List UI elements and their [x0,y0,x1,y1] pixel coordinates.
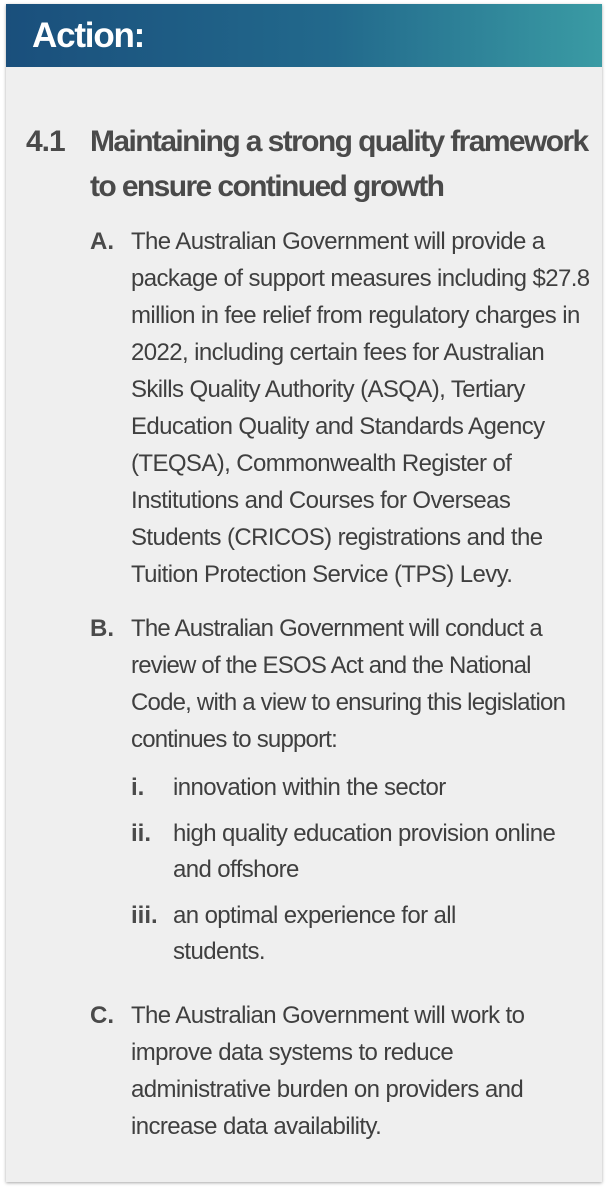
sub-item-text: innovation within the sector [173,774,446,801]
header-title: Action: [32,15,145,55]
sub-item-iii [131,898,591,970]
sub-item-text: an optimal experience for all students. [173,902,456,965]
sub-item-number: ii. [131,820,152,847]
section-title: Maintaining a strong quality framework to ensure continued growth [90,125,588,203]
sub-item-i [131,770,591,806]
item-letter: B. [90,615,114,642]
item-letter: C. [90,1002,114,1029]
section-heading [26,119,602,209]
item-text: The Australian Government will provide a package of support measures including $27.8 million in fee relief from regulatory charges in 2022, including certain fees for Australian Skills Quality Authority (ASQA), Tertiary Education Quality and Standards Agency (TEQSA), Commonwealth Register of Institutions and Courses for Overseas Students (CRICOS) registrations and the Tuition Protection Service (TPS) Levy. [131,228,590,588]
sub-items-list [131,770,591,970]
sub-item-number: iii. [131,902,158,929]
list-item-a [90,223,590,593]
list-item-c [90,997,590,1145]
item-letter: A. [90,228,114,255]
item-text: The Australian Government will work to improve data systems to reduce administrative burden on providers and increase data availability. [131,1002,525,1140]
item-text: The Australian Government will conduct a review of the ESOS Act and the National Code, with a view to ensuring this legislation continues to support: [131,615,566,753]
section-number: 4.1 [26,125,65,158]
action-items-list [90,223,590,1145]
sub-item-ii [131,816,591,888]
list-item-b [90,610,590,980]
sub-item-text: high quality education provision online and offshore [173,820,556,883]
sub-item-number: i. [131,774,145,801]
action-panel [6,4,602,1182]
action-header [6,4,602,67]
